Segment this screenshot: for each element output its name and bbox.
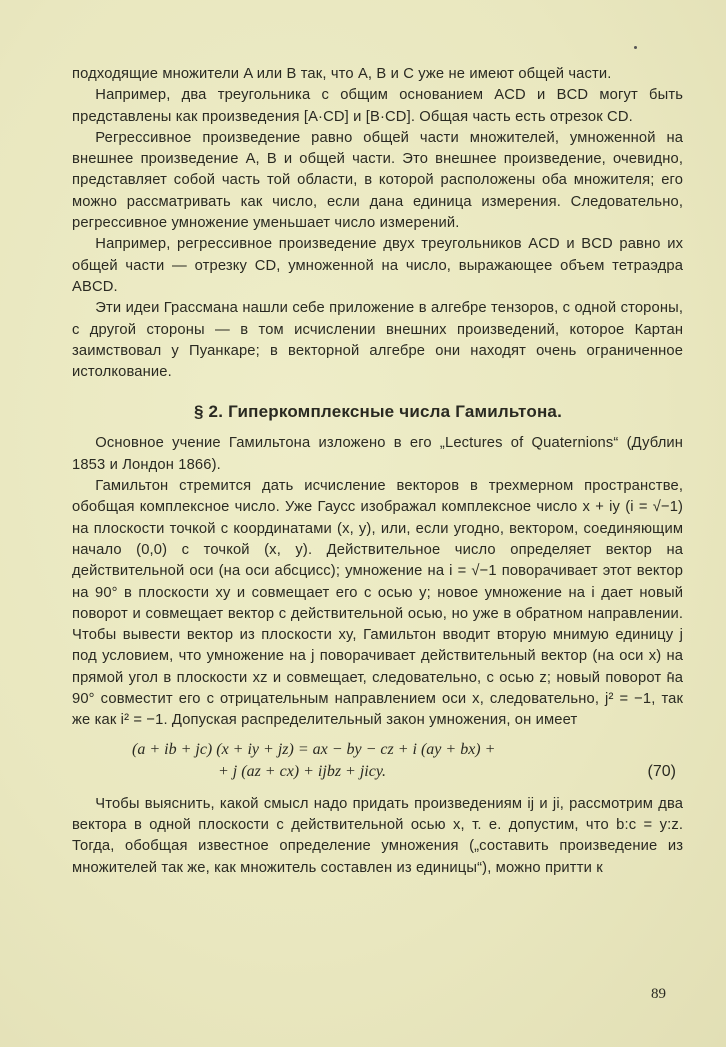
paper-speck — [634, 46, 637, 49]
equation-number: (70) — [647, 762, 676, 780]
paragraph-continuation: подходящие множители A или B так, что A, B и C уже не имеют общей части. — [72, 65, 612, 82]
paragraph-hamilton-lectures: Основное учение Гамильтона изложено в его „Lectures of Quaternions“ (Дублин 1853 и Лондон 1866). — [72, 434, 684, 473]
equation-line-1: (a + ib + jc) (x + iy + jz) = ax − by − cz + i (ay + bx) + — [132, 740, 496, 758]
paragraph-tetrahedron-example: Например, регрессивное произведение двух треугольников ACD и BCD равно их общей части — отрезку CD, умноженной на число, выражающее объем тетраэдра ABCD. — [72, 235, 684, 295]
paragraph-triangles-example: Например, два треугольника с общим основанием ACD и BCD могут быть представлены как произведения [A·CD] и [B·CD]. Общая часть есть отрезок CD. — [72, 86, 684, 125]
section-heading: § 2. Гиперкомплексные числа Гамильтона. — [193, 402, 562, 422]
paragraph-regressive-product: Регрессивное произведение равно общей части множителей, умноженной на внешнее произведение A, B и общей части. Это внешнее произведение, очевидно, представляет собой часть той области, в которой расположены оба множителя; его можно рассматривать как число, если дана единица измерения. Следовательно, регрессивное умножение уменьшает число измерений. — [72, 128, 684, 232]
equation-line-2: + j (az + cx) + ijbz + jicy. — [218, 762, 387, 780]
equation-70 — [72, 739, 684, 783]
paragraph-hamilton-vectors: Гамильтон стремится дать исчисление векторов в трехмерном пространстве, обобщая комплексное число. Уже Гаусс изображал комплексное число x + iy (i = √−1) на плоскости точкой с координатами (x, y), или, если угодно, вектором, соединяющим начало (0,0) с точкой (x, y). Действительное число определяет вектор на действительной оси (на оси абсцисс); умножение на i = √−1 поворачивает этот вектор на 90° в плоскости xy и совмещает его с осью y; новое умножение на i дает новый поворот и совмещает вектор с действительной осью, но уже в обратном направлении. Чтобы вывести вектор из плоскости xy, Гамильтон вводит вторую мнимую единицу j под условием, что умножение на j поворачивает действительный вектор (на оси x) на прямой угол в плоскости xz и совмещает, следовательно, с осью z; новый поворот на 90° совместит его с отрицательным направлением оси x, следовательно, j² = −1, так же как i² = −1. Допуская распределительный закон умножения, он имеет — [72, 477, 684, 729]
book-page — [72, 63, 684, 878]
paragraph-ij-ji: Чтобы выяснить, какой смысл надо придать произведениям ij и ji, рассмотрим два вектора в одной плоскости с действительной осью x, т. е. допустим, что b:c = y:z. Тогда, обобщая известное определение умножения („составить произведение из множителей так же, как множитель составлен из единицы“), можно притти к — [72, 794, 684, 876]
page-number: 89 — [651, 986, 666, 1002]
paragraph-grassmann-ideas: Эти идеи Грассмана нашли себе приложение в алгебре тензоров, с одной стороны, с другой стороны — в том исчислении внешних произведений, которое Картан заимствовал у Пуанкаре; в векторной алгебре они находят очень ограниченное истолкование. — [72, 299, 684, 381]
